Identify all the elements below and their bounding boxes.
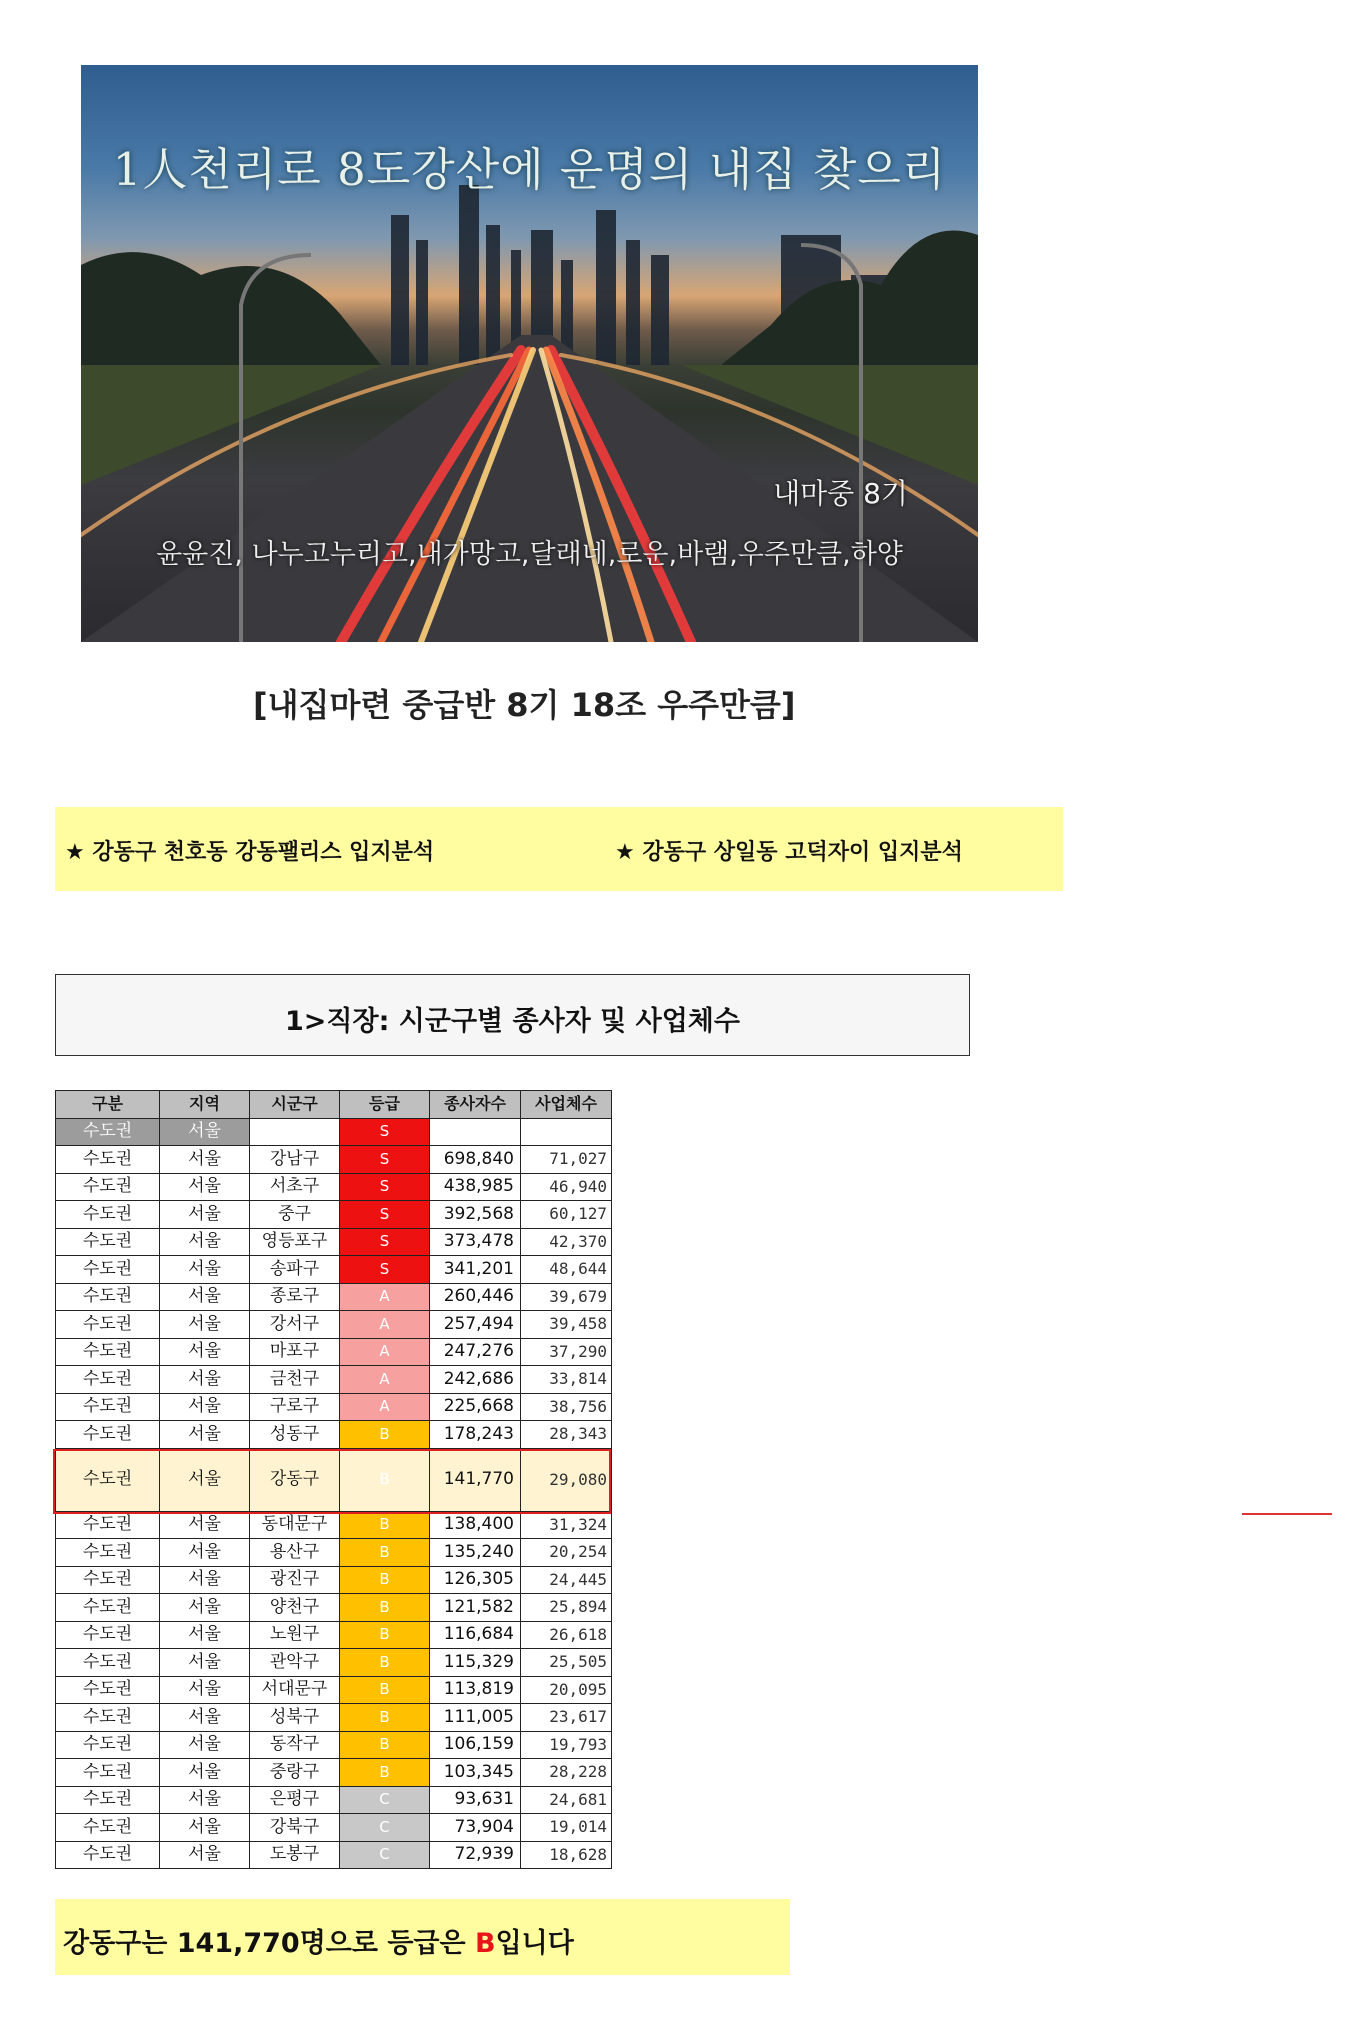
cell-workers: 698,840 bbox=[430, 1146, 521, 1174]
cell-area: 서울 bbox=[160, 1448, 250, 1511]
table-row bbox=[56, 1814, 612, 1842]
cell-businesses: 37,290 bbox=[521, 1338, 612, 1366]
cell-grade: B bbox=[340, 1594, 430, 1622]
cell-area: 서울 bbox=[160, 1621, 250, 1649]
cell-area: 서울 bbox=[160, 1283, 250, 1311]
cell-region: 수도권 bbox=[56, 1366, 160, 1394]
cell-grade: S bbox=[340, 1201, 430, 1229]
cell-grade: C bbox=[340, 1786, 430, 1814]
cell-businesses: 29,080 bbox=[521, 1448, 612, 1511]
cell-district: 종로구 bbox=[250, 1283, 340, 1311]
cell-region: 수도권 bbox=[56, 1201, 160, 1229]
cell-area: 서울 bbox=[160, 1676, 250, 1704]
hero-members: 윤윤진, 나누고누리고,내가망고,달래네,로운,바램,우주만큼,하양 bbox=[156, 539, 903, 570]
table-row bbox=[56, 1649, 612, 1677]
cell-area: 서울 bbox=[160, 1366, 250, 1394]
cell-grade: B bbox=[340, 1511, 430, 1539]
cell-workers: 115,329 bbox=[430, 1649, 521, 1677]
cell-region: 수도권 bbox=[56, 1731, 160, 1759]
cell-region: 수도권 bbox=[56, 1173, 160, 1201]
table-summary-row bbox=[56, 1118, 612, 1146]
cell-workers: 260,446 bbox=[430, 1283, 521, 1311]
cell-area: 서울 bbox=[160, 1594, 250, 1622]
table-row bbox=[56, 1704, 612, 1732]
cell-area: 서울 bbox=[160, 1539, 250, 1567]
cell-workers: 72,939 bbox=[430, 1841, 521, 1869]
cell-district: 광진구 bbox=[250, 1566, 340, 1594]
cell-businesses bbox=[521, 1118, 612, 1146]
cell-grade: C bbox=[340, 1814, 430, 1842]
cell-workers: 373,478 bbox=[430, 1228, 521, 1256]
table-body bbox=[56, 1118, 612, 1869]
cell-grade: S bbox=[340, 1118, 430, 1146]
hero-banner-image bbox=[81, 65, 978, 642]
cell-grade: B bbox=[340, 1759, 430, 1787]
analysis-item-left: ★ 강동구 천호동 강동팰리스 입지분석 bbox=[65, 840, 435, 865]
cell-businesses: 39,679 bbox=[521, 1283, 612, 1311]
cell-district: 은평구 bbox=[250, 1786, 340, 1814]
cell-region: 수도권 bbox=[56, 1621, 160, 1649]
cell-area: 서울 bbox=[160, 1146, 250, 1174]
cell-businesses: 46,940 bbox=[521, 1173, 612, 1201]
cell-region: 수도권 bbox=[56, 1283, 160, 1311]
cell-grade: B bbox=[340, 1448, 430, 1511]
cell-area: 서울 bbox=[160, 1704, 250, 1732]
cell-workers: 93,631 bbox=[430, 1786, 521, 1814]
section-header bbox=[55, 974, 970, 1056]
cell-area: 서울 bbox=[160, 1511, 250, 1539]
cell-grade: B bbox=[340, 1621, 430, 1649]
cell-region: 수도권 bbox=[56, 1421, 160, 1449]
cell-district: 동작구 bbox=[250, 1731, 340, 1759]
table-row bbox=[56, 1393, 612, 1421]
cell-district: 강북구 bbox=[250, 1814, 340, 1842]
cell-district: 중구 bbox=[250, 1201, 340, 1229]
cell-district: 관악구 bbox=[250, 1649, 340, 1677]
cell-region: 수도권 bbox=[56, 1118, 160, 1146]
table-row bbox=[56, 1511, 612, 1539]
table-row bbox=[56, 1228, 612, 1256]
conclusion-banner bbox=[55, 1899, 790, 1975]
header-grade: 등급 bbox=[340, 1091, 430, 1119]
table-row bbox=[56, 1256, 612, 1284]
cell-grade: A bbox=[340, 1366, 430, 1394]
cell-businesses: 25,505 bbox=[521, 1649, 612, 1677]
table-row bbox=[56, 1311, 612, 1339]
cell-grade: B bbox=[340, 1649, 430, 1677]
cell-area: 서울 bbox=[160, 1338, 250, 1366]
table-row bbox=[56, 1731, 612, 1759]
header-workers: 종사자수 bbox=[430, 1091, 521, 1119]
cell-area: 서울 bbox=[160, 1731, 250, 1759]
table-row bbox=[56, 1759, 612, 1787]
cell-grade: S bbox=[340, 1173, 430, 1201]
cell-grade: A bbox=[340, 1338, 430, 1366]
cell-businesses: 38,756 bbox=[521, 1393, 612, 1421]
cell-district: 성북구 bbox=[250, 1704, 340, 1732]
conclusion-grade: B bbox=[475, 1928, 496, 1959]
cell-region: 수도권 bbox=[56, 1841, 160, 1869]
cell-workers: 126,305 bbox=[430, 1566, 521, 1594]
cell-district: 금천구 bbox=[250, 1366, 340, 1394]
cell-workers: 138,400 bbox=[430, 1511, 521, 1539]
cell-workers: 247,276 bbox=[430, 1338, 521, 1366]
cell-workers: 392,568 bbox=[430, 1201, 521, 1229]
cell-region: 수도권 bbox=[56, 1566, 160, 1594]
cell-area: 서울 bbox=[160, 1786, 250, 1814]
cell-workers: 103,345 bbox=[430, 1759, 521, 1787]
cell-region: 수도권 bbox=[56, 1311, 160, 1339]
cell-workers: 73,904 bbox=[430, 1814, 521, 1842]
cell-area: 서울 bbox=[160, 1814, 250, 1842]
hero-title: 1人천리로 8도강산에 운명의 내집 찾으리 bbox=[112, 143, 947, 196]
cell-region: 수도권 bbox=[56, 1539, 160, 1567]
table-row bbox=[56, 1676, 612, 1704]
header-businesses: 사업체수 bbox=[521, 1091, 612, 1119]
header-area: 지역 bbox=[160, 1091, 250, 1119]
table-row bbox=[56, 1621, 612, 1649]
cell-workers: 135,240 bbox=[430, 1539, 521, 1567]
analysis-banner bbox=[55, 807, 1063, 891]
header-district: 시군구 bbox=[250, 1091, 340, 1119]
cell-businesses: 33,814 bbox=[521, 1366, 612, 1394]
cell-district: 성동구 bbox=[250, 1421, 340, 1449]
cell-district: 동대문구 bbox=[250, 1511, 340, 1539]
cell-grade: B bbox=[340, 1676, 430, 1704]
cell-workers: 178,243 bbox=[430, 1421, 521, 1449]
cell-workers: 141,770 bbox=[430, 1448, 521, 1511]
table-row bbox=[56, 1173, 612, 1201]
cell-district: 송파구 bbox=[250, 1256, 340, 1284]
cell-area: 서울 bbox=[160, 1759, 250, 1787]
page-subtitle: [내집마련 중급반 8기 18조 우주만큼] bbox=[253, 686, 796, 724]
cell-workers: 225,668 bbox=[430, 1393, 521, 1421]
table-row bbox=[56, 1421, 612, 1449]
cell-region: 수도권 bbox=[56, 1146, 160, 1174]
cell-grade: S bbox=[340, 1146, 430, 1174]
cell-workers: 438,985 bbox=[430, 1173, 521, 1201]
cell-district: 강서구 bbox=[250, 1311, 340, 1339]
cell-businesses: 39,458 bbox=[521, 1311, 612, 1339]
cell-businesses: 28,228 bbox=[521, 1759, 612, 1787]
cell-region: 수도권 bbox=[56, 1338, 160, 1366]
cell-businesses: 20,095 bbox=[521, 1676, 612, 1704]
section-title: 1>직장: 시군구별 종사자 및 사업체수 bbox=[285, 1006, 740, 1037]
cell-grade: B bbox=[340, 1731, 430, 1759]
cell-workers: 113,819 bbox=[430, 1676, 521, 1704]
cell-workers: 106,159 bbox=[430, 1731, 521, 1759]
cell-workers: 242,686 bbox=[430, 1366, 521, 1394]
workers-table bbox=[55, 1090, 612, 1869]
conclusion-suffix: 입니다 bbox=[495, 1928, 574, 1959]
cell-businesses: 71,027 bbox=[521, 1146, 612, 1174]
cell-district: 중랑구 bbox=[250, 1759, 340, 1787]
cell-businesses: 23,617 bbox=[521, 1704, 612, 1732]
cell-region: 수도권 bbox=[56, 1393, 160, 1421]
cell-region: 수도권 bbox=[56, 1759, 160, 1787]
cell-area: 서울 bbox=[160, 1118, 250, 1146]
table-row bbox=[56, 1786, 612, 1814]
cell-district: 서초구 bbox=[250, 1173, 340, 1201]
cell-grade: B bbox=[340, 1421, 430, 1449]
cell-grade: B bbox=[340, 1704, 430, 1732]
cell-region: 수도권 bbox=[56, 1228, 160, 1256]
conclusion-text bbox=[63, 1921, 574, 1960]
red-marker-line bbox=[1242, 1513, 1332, 1515]
cell-district: 용산구 bbox=[250, 1539, 340, 1567]
conclusion-prefix: 강동구는 141,770명으로 등급은 bbox=[63, 1928, 475, 1959]
cell-businesses: 28,343 bbox=[521, 1421, 612, 1449]
cell-grade: A bbox=[340, 1393, 430, 1421]
table-row bbox=[56, 1283, 612, 1311]
table-row bbox=[56, 1448, 612, 1511]
cell-grade: C bbox=[340, 1841, 430, 1869]
cell-district: 도봉구 bbox=[250, 1841, 340, 1869]
table-row bbox=[56, 1539, 612, 1567]
cell-region: 수도권 bbox=[56, 1704, 160, 1732]
analysis-item-right: ★ 강동구 상일동 고덕자이 입지분석 bbox=[615, 840, 963, 865]
cell-businesses: 25,894 bbox=[521, 1594, 612, 1622]
table-row bbox=[56, 1338, 612, 1366]
cell-district bbox=[250, 1118, 340, 1146]
cell-businesses: 42,370 bbox=[521, 1228, 612, 1256]
cell-region: 수도권 bbox=[56, 1594, 160, 1622]
cell-businesses: 24,681 bbox=[521, 1786, 612, 1814]
cell-area: 서울 bbox=[160, 1421, 250, 1449]
cell-grade: S bbox=[340, 1228, 430, 1256]
cell-businesses: 60,127 bbox=[521, 1201, 612, 1229]
cell-grade: S bbox=[340, 1256, 430, 1284]
cell-district: 강동구 bbox=[250, 1448, 340, 1511]
table-row bbox=[56, 1366, 612, 1394]
table-row bbox=[56, 1201, 612, 1229]
table-row bbox=[56, 1841, 612, 1869]
cell-district: 서대문구 bbox=[250, 1676, 340, 1704]
cell-district: 마포구 bbox=[250, 1338, 340, 1366]
cell-grade: B bbox=[340, 1566, 430, 1594]
cell-district: 구로구 bbox=[250, 1393, 340, 1421]
cell-workers: 116,684 bbox=[430, 1621, 521, 1649]
cell-businesses: 24,445 bbox=[521, 1566, 612, 1594]
cell-area: 서울 bbox=[160, 1311, 250, 1339]
cell-area: 서울 bbox=[160, 1173, 250, 1201]
cell-area: 서울 bbox=[160, 1649, 250, 1677]
cell-grade: A bbox=[340, 1283, 430, 1311]
cell-area: 서울 bbox=[160, 1841, 250, 1869]
cell-area: 서울 bbox=[160, 1228, 250, 1256]
cell-area: 서울 bbox=[160, 1201, 250, 1229]
table-row bbox=[56, 1566, 612, 1594]
cell-region: 수도권 bbox=[56, 1256, 160, 1284]
cell-workers: 257,494 bbox=[430, 1311, 521, 1339]
cell-region: 수도권 bbox=[56, 1448, 160, 1511]
table-header-row bbox=[56, 1091, 612, 1119]
cell-workers: 341,201 bbox=[430, 1256, 521, 1284]
hero-team-label: 내마중 8기 bbox=[773, 477, 908, 510]
cell-businesses: 19,014 bbox=[521, 1814, 612, 1842]
cell-workers bbox=[430, 1118, 521, 1146]
table-row bbox=[56, 1146, 612, 1174]
header-region: 구분 bbox=[56, 1091, 160, 1119]
cell-businesses: 48,644 bbox=[521, 1256, 612, 1284]
table-row bbox=[56, 1594, 612, 1622]
cell-workers: 121,582 bbox=[430, 1594, 521, 1622]
cell-region: 수도권 bbox=[56, 1649, 160, 1677]
cell-region: 수도권 bbox=[56, 1814, 160, 1842]
cell-district: 노원구 bbox=[250, 1621, 340, 1649]
cell-area: 서울 bbox=[160, 1256, 250, 1284]
cell-region: 수도권 bbox=[56, 1676, 160, 1704]
cell-businesses: 19,793 bbox=[521, 1731, 612, 1759]
cell-grade: B bbox=[340, 1539, 430, 1567]
cell-businesses: 26,618 bbox=[521, 1621, 612, 1649]
cell-district: 양천구 bbox=[250, 1594, 340, 1622]
cell-district: 영등포구 bbox=[250, 1228, 340, 1256]
cell-businesses: 18,628 bbox=[521, 1841, 612, 1869]
cell-district: 강남구 bbox=[250, 1146, 340, 1174]
cell-area: 서울 bbox=[160, 1393, 250, 1421]
cell-businesses: 20,254 bbox=[521, 1539, 612, 1567]
cell-region: 수도권 bbox=[56, 1786, 160, 1814]
cell-businesses: 31,324 bbox=[521, 1511, 612, 1539]
cell-workers: 111,005 bbox=[430, 1704, 521, 1732]
cell-area: 서울 bbox=[160, 1566, 250, 1594]
cell-region: 수도권 bbox=[56, 1511, 160, 1539]
cell-grade: A bbox=[340, 1311, 430, 1339]
